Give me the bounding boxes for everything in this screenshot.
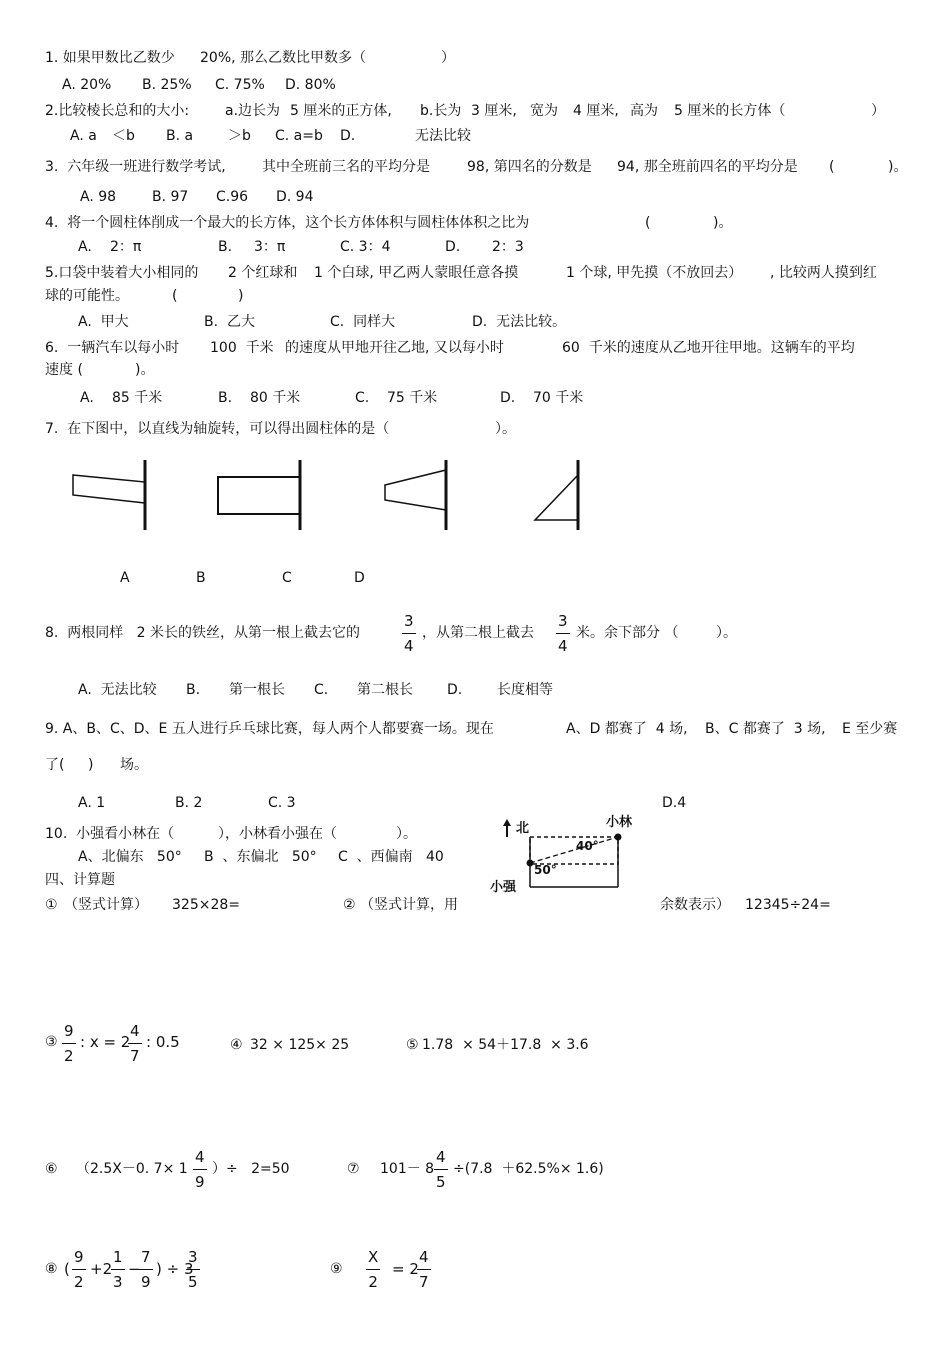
calc-2-expr: 12345÷24= — [745, 897, 831, 913]
q5-option-b: B. 乙大 — [204, 314, 255, 330]
calc-5-expr: 1.78 × 54＋17.8 × 3.6 — [422, 1037, 589, 1053]
q8-option-c: C. — [314, 682, 329, 698]
q1-stem-tail: 那么乙数比甲数多（ — [240, 50, 366, 66]
q5-open: ( — [172, 288, 178, 304]
q2-b-wn: 4 厘米, — [573, 103, 619, 119]
calc-9-frac2-den: 7 — [419, 1273, 429, 1291]
q4-option-b: B. — [218, 239, 233, 255]
q10-xiaoqiang-label: 小强 — [490, 880, 517, 895]
q9-e: E 至少赛 — [842, 721, 898, 737]
q3-stem: 3. 六年级一班进行数学考试, — [45, 159, 226, 175]
q1-percent: 20%, — [200, 50, 236, 66]
q7-figure-d — [535, 460, 578, 530]
calc-1-num: ① — [45, 897, 58, 913]
q2-b-len: 3 厘米, — [471, 103, 517, 119]
q10-option-a: A、北偏东 50° — [78, 849, 182, 865]
q6-60: 60 千米的速度从乙地开往甲地。这辆车的平均 — [562, 340, 855, 356]
q2-stem: 2.比较棱长总和的大小: — [45, 103, 190, 119]
q2-b-hn: 5 厘米的长方体（ — [674, 103, 786, 119]
q5-tail: , 比较两人摸到红 — [770, 265, 877, 281]
calc-1-expr: 325×28= — [172, 897, 240, 913]
sightline — [530, 837, 618, 863]
q7-figures — [0, 455, 950, 555]
q10-xiaolin-label: 小林 — [606, 815, 633, 830]
calc-9-frac2-num: 4 — [417, 1248, 431, 1270]
q8-frac2-den: 4 — [558, 637, 568, 655]
xiaoqiang-point — [527, 860, 534, 867]
q8-option-b2: 第一根长 — [229, 682, 285, 698]
q9-bc: B、C 都赛了 3 场, — [705, 721, 826, 737]
q5-n2: 2 个红球和 — [228, 265, 298, 281]
calc-8-num: ⑧ — [45, 1261, 58, 1277]
calc-2-num: ② — [343, 897, 356, 913]
q3-mid: 其中全班前三名的平均分是 — [262, 159, 430, 175]
q2-b: b.长为 — [420, 103, 462, 119]
q7-label-b: B — [196, 570, 206, 586]
calc-6-frac-num: 4 — [193, 1148, 207, 1170]
q2-a: a.边长为 — [225, 103, 281, 119]
q2-a-num: 5 厘米的正方体, — [290, 103, 392, 119]
calc-1-label: （竖式计算） — [64, 897, 148, 913]
q5-n1b: 1 个球, 甲先摸（不放回去） — [566, 265, 743, 281]
q3-option-b: B. 97 — [152, 189, 189, 205]
section-title: 四、计算题 — [45, 872, 115, 888]
calc-8-p2: − — [128, 1260, 141, 1278]
q4-option-a2: 2：π — [110, 239, 142, 255]
q7-figure-b — [218, 460, 300, 530]
q8-fraction-2 — [556, 612, 570, 655]
q10-angle-50: 50° — [534, 863, 557, 877]
q8-tail: 米。余下部分 （ — [576, 625, 679, 641]
q5-close: ) — [238, 288, 244, 304]
q9-close: ) — [88, 757, 94, 773]
q7-figure-c — [385, 460, 446, 530]
q6-mid: 的速度从甲地开往乙地, 又以每小时 — [285, 340, 504, 356]
q1-option-b: B. 25% — [142, 77, 192, 93]
q3-98: 98, 第四名的分数是 — [467, 159, 592, 175]
calc-8-frac4-num: 3 — [186, 1248, 200, 1270]
q6-option-a: A. — [80, 390, 94, 406]
q4-option-d: D. — [445, 239, 461, 255]
q2-option-c: C. a=b — [275, 128, 323, 144]
calc-8-p3: ) ÷ 3 — [156, 1260, 194, 1278]
q8-mid: ，从第二根上截去 — [422, 625, 534, 641]
q9-stem: 9. A、B、C、D、E 五人进行乒乓球比赛，每人两个人都要赛一场。现在 — [45, 721, 494, 737]
q2-option-b2: ＞b — [228, 128, 251, 144]
q3-open: ( — [829, 159, 835, 175]
calc-6-a: （2.5X－0. 7× 1 — [76, 1161, 188, 1177]
q9-ad: A、D 都赛了 4 场, — [566, 721, 688, 737]
calc-2-label: （竖式计算，用 — [360, 897, 458, 913]
q8-close: ）。 — [716, 625, 737, 641]
q2-option-b: B. a — [166, 128, 194, 144]
calc-8-p1: +2 — [90, 1260, 113, 1278]
q5-option-a: A. 甲大 — [78, 314, 129, 330]
q3-option-c: C.96 — [216, 189, 249, 205]
q1-option-a: A. 20% — [62, 77, 112, 93]
q4-option-c: C. 3：4 — [340, 239, 391, 255]
q9-unit: 场。 — [120, 757, 148, 773]
q9-option-c: C. 3 — [268, 795, 296, 811]
q3-option-a: A. 98 — [80, 189, 117, 205]
north-arrow-icon — [503, 819, 511, 837]
q1-option-d: D. 80% — [285, 77, 336, 93]
calc-3-frac2 — [128, 1022, 142, 1065]
calc-6-frac — [193, 1148, 207, 1191]
q4-option-d2: 2：3 — [492, 239, 524, 255]
q2-option-a: A. a — [70, 128, 97, 144]
q1-option-c: C. 75% — [215, 77, 265, 93]
calc-6-frac-den: 9 — [195, 1173, 205, 1191]
q3-option-d: D. 94 — [276, 189, 314, 205]
calc-8-frac4-den: 5 — [188, 1273, 198, 1291]
calc-3-num: ③ — [45, 1034, 58, 1050]
q4-option-a: A. — [78, 239, 92, 255]
q8-option-c2: 第二根长 — [357, 682, 413, 698]
q3-close: )。 — [888, 159, 908, 175]
q8-fraction-1 — [402, 612, 416, 655]
q2-b-w: 宽为 — [530, 103, 558, 119]
calc-9-frac1 — [366, 1248, 380, 1291]
calc-7-frac-num: 4 — [434, 1148, 448, 1170]
q7-label-a: A — [120, 570, 130, 586]
calc-9-frac1-num: X — [366, 1248, 380, 1270]
q2-option-a2: ＜b — [112, 128, 135, 144]
q10-north-label: 北 — [516, 821, 530, 836]
q8-frac1-num: 3 — [402, 612, 416, 634]
q6-100: 100 千米 — [210, 340, 274, 356]
xiaolin-point — [615, 834, 622, 841]
q8-frac2-num: 3 — [556, 612, 570, 634]
q10-option-c: C 、西偏南 40 — [338, 849, 444, 865]
q7-stem: 7. 在下图中，以直线为轴旋转，可以得出圆柱体的是（ — [45, 421, 390, 437]
calc-9-num: ⑨ — [330, 1261, 343, 1277]
q1-close: ） — [441, 50, 455, 66]
q7-close: ）。 — [495, 421, 516, 437]
calc-8-open: ( — [64, 1260, 70, 1278]
calc-6-num: ⑥ — [45, 1161, 58, 1177]
calc-8-frac1-den: 2 — [74, 1273, 84, 1291]
calc-3-frac2-den: 7 — [130, 1047, 140, 1065]
calc-8-frac2 — [111, 1248, 125, 1291]
q10-stem: 10. 小强看小林在（ — [45, 826, 175, 842]
q6-option-a2: 85 千米 — [112, 390, 163, 406]
calc-7-num: ⑦ — [347, 1161, 360, 1177]
calc-8-frac3-num: 7 — [139, 1248, 153, 1270]
q8-option-b: B. — [186, 682, 201, 698]
calc-7-b: ÷(7.8 ＋62.5%× 1.6) — [453, 1161, 604, 1177]
q6-option-d: D. — [500, 390, 516, 406]
q10-mid: ），小林看小强在（ — [218, 826, 337, 842]
q10-angle-40: 40° — [576, 839, 599, 853]
calc-8-frac3-den: 9 — [141, 1273, 151, 1291]
q1-stem: 1. 如果甲数比乙数少 — [45, 50, 175, 66]
q6-option-b2: 80 千米 — [250, 390, 301, 406]
q5-option-d: D. 无法比较。 — [472, 314, 567, 330]
q8-frac1-den: 4 — [404, 637, 414, 655]
calc-8-frac1 — [72, 1248, 86, 1291]
q6-option-c2: 75 千米 — [387, 390, 438, 406]
q4-option-b2: 3：π — [254, 239, 286, 255]
calc-3-frac2-num: 4 — [128, 1022, 142, 1044]
q5-stem: 5.口袋中装着大小相同的 — [45, 265, 199, 281]
q2-close: ） — [871, 103, 885, 119]
q8-option-a: A. 无法比较 — [78, 682, 157, 698]
q10-option-b: B 、东偏北 50° — [204, 849, 317, 865]
q7-figure-a — [73, 460, 145, 530]
calc-7-frac-den: 5 — [436, 1173, 446, 1191]
q2-option-d: D. — [340, 128, 356, 144]
calc-5-num: ⑤ — [406, 1037, 419, 1053]
calc-9-frac1-den: 2 — [368, 1273, 378, 1291]
q8-option-d: D. — [447, 682, 463, 698]
calc-4-num: ④ — [230, 1037, 243, 1053]
q6-close: )。 — [135, 362, 155, 378]
q6-option-b: B. — [218, 390, 233, 406]
calc-3-frac1-den: 2 — [64, 1047, 74, 1065]
q8-option-d2: 长度相等 — [497, 682, 553, 698]
calc-4-expr: 32 × 125× 25 — [250, 1037, 350, 1053]
calc-8-frac2-num: 1 — [111, 1248, 125, 1270]
q9-stem-b: 了( — [45, 757, 65, 773]
q9-option-a: A. 1 — [78, 795, 106, 811]
direction-rectangle — [530, 837, 618, 864]
calc-8-frac2-den: 3 — [113, 1273, 123, 1291]
q4-open: ( — [645, 215, 651, 231]
q6-stem-b: 速度 ( — [45, 362, 83, 378]
calc-9-mid: = 2 — [392, 1260, 419, 1278]
calc-3-frac1 — [62, 1022, 76, 1065]
q8-stem: 8. 两根同样 2 米长的铁丝，从第一根上截去它的 — [45, 625, 360, 641]
calc-6-b: ）÷ 2=50 — [212, 1161, 290, 1177]
q5-option-c: C. 同样大 — [330, 314, 396, 330]
calc-8-frac4 — [186, 1248, 200, 1291]
calc-3-mid: : x = 2 — [80, 1033, 131, 1051]
q10-close: ）。 — [396, 826, 417, 842]
q4-stem: 4. 将一个圆柱体削成一个最大的长方体，这个长方体体积与圆柱体体积之比为 — [45, 215, 530, 231]
calc-7-a: 101－ 8 — [380, 1161, 435, 1177]
q2-b-h: 高为 — [630, 103, 658, 119]
q2-option-d2: 无法比较 — [415, 128, 471, 144]
q4-close: )。 — [713, 215, 733, 231]
q7-label-c: C — [282, 570, 292, 586]
q5-stem-b: 球的可能性。 — [45, 288, 129, 304]
calc-9-frac2 — [417, 1248, 431, 1291]
q6-stem: 6. 一辆汽车以每小时 — [45, 340, 180, 356]
q7-label-d: D — [354, 570, 365, 586]
q5-n1: 1 个白球, 甲乙两人蒙眼任意各摸 — [314, 265, 519, 281]
calc-8-frac3 — [139, 1248, 153, 1291]
calc-3-frac1-num: 9 — [62, 1022, 76, 1044]
q9-option-d: D.4 — [662, 795, 687, 811]
calc-2-label2: 余数表示） — [660, 897, 730, 913]
q6-option-c: C. — [355, 390, 370, 406]
calc-7-frac — [434, 1148, 448, 1191]
q9-option-b: B. 2 — [175, 795, 203, 811]
calc-8-frac1-num: 9 — [72, 1248, 86, 1270]
q3-94: 94, 那全班前四名的平均分是 — [617, 159, 798, 175]
calc-3-tail: : 0.5 — [146, 1033, 180, 1051]
q6-option-d2: 70 千米 — [533, 390, 584, 406]
